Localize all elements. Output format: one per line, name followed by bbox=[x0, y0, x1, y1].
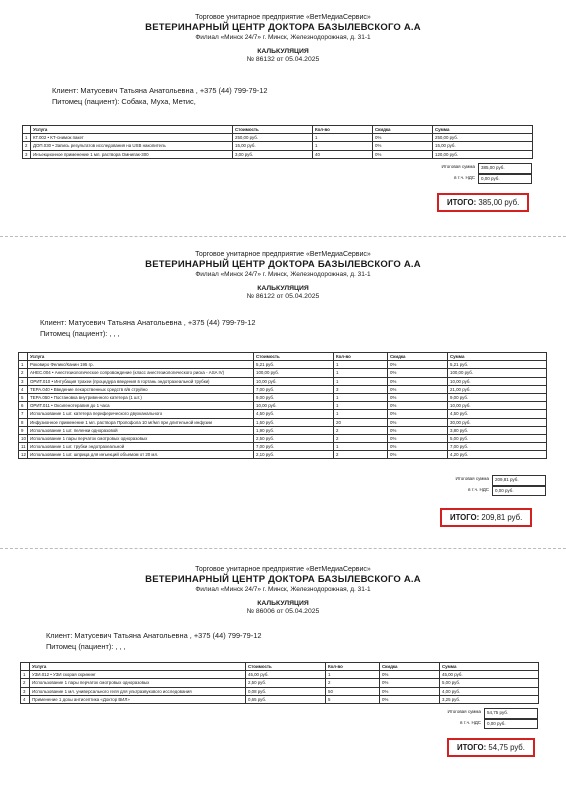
sum-cell: 120,00 руб. bbox=[433, 150, 533, 158]
vat-value: 0,00 руб. bbox=[478, 174, 532, 185]
cost-cell: 9,00 руб. bbox=[254, 393, 334, 401]
discount-cell: 0% bbox=[388, 377, 448, 385]
service-cell: ДОП.030 • Запись результатов исследования на USB накопитель bbox=[31, 142, 233, 150]
table-row bbox=[19, 361, 547, 369]
table-row bbox=[21, 671, 539, 679]
page-separator bbox=[0, 548, 566, 550]
qty-cell: 2 bbox=[334, 434, 388, 442]
service-cell: Использование 1 шт. трубки эндотрахеальной bbox=[28, 443, 254, 451]
discount-cell: 0% bbox=[380, 671, 440, 679]
branch-address: Филиал «Минск 24/7» г. Минск, Железнодорожная, д. 31-1 bbox=[195, 585, 371, 593]
qty-cell: 2 bbox=[326, 679, 380, 687]
sum-cell: 7,00 руб. bbox=[448, 443, 547, 451]
qty-cell: 40 bbox=[313, 150, 373, 158]
table-row bbox=[21, 679, 539, 687]
col-number bbox=[19, 353, 28, 361]
col-cost: Стоимость bbox=[233, 126, 313, 134]
vat-value: 0,00 руб. bbox=[484, 719, 538, 730]
total-sum-label: Итоговая сумма bbox=[447, 709, 481, 714]
vat-label: в т.ч. НДС bbox=[454, 174, 475, 180]
sum-cell: 5,00 руб. bbox=[440, 679, 539, 687]
row-number: 9 bbox=[19, 426, 28, 434]
col-sum: Сумма bbox=[440, 663, 539, 671]
qty-cell: 1 bbox=[326, 671, 380, 679]
clinic-name: ВЕТЕРИНАРНЫЙ ЦЕНТР ДОКТОРА БАЗЫЛЕВСКОГО А.А bbox=[145, 574, 421, 586]
sum-cell: 3,25 руб. bbox=[440, 695, 539, 703]
header bbox=[0, 566, 566, 616]
service-cell: Использование 1 пары перчаток смотровых одноразовых bbox=[28, 434, 254, 442]
row-number: 2 bbox=[23, 142, 31, 150]
table-row bbox=[19, 402, 547, 410]
service-cell: УЗИ.012 • УЗИ скорая скрининг bbox=[30, 671, 246, 679]
service-cell: Применение 1 дозы антисептика «Доктор ВИЛ» bbox=[30, 695, 246, 703]
client-line: Клиент: Матусевич Татьяна Анатольевна , +375 (44) 799-79-12 bbox=[52, 86, 268, 95]
service-cell: Инъекционное применение 1 мл. раствора Омнипак-300 bbox=[31, 150, 233, 158]
cost-cell: 100,00 руб. bbox=[254, 369, 334, 377]
branch-address: Филиал «Минск 24/7» г. Минск, Железнодорожная, д. 31-1 bbox=[195, 33, 371, 41]
service-cell: Использование 1 мл. универсального геля для ультразвукового исследования bbox=[30, 687, 246, 695]
pet-line: Питомец (пациент): Собака, Муха, Метис, bbox=[52, 96, 196, 106]
doc-title: КАЛЬКУЛЯЦИЯ bbox=[257, 599, 309, 607]
col-service: Услуга bbox=[31, 126, 233, 134]
qty-cell: 50 bbox=[326, 687, 380, 695]
qty-cell: 3 bbox=[334, 385, 388, 393]
discount-cell: 0% bbox=[388, 385, 448, 393]
cost-cell: 15,00 руб. bbox=[233, 142, 313, 150]
org-line: Торговое унитарное предприятие «ВетМедиаСервис» bbox=[195, 14, 371, 21]
page-separator bbox=[0, 236, 566, 238]
table-row bbox=[19, 451, 547, 459]
row-number: 12 bbox=[19, 451, 28, 459]
sum-cell: 10,00 руб. bbox=[448, 402, 547, 410]
cost-cell: 10,00 руб. bbox=[254, 377, 334, 385]
itogo-value: 209,81 руб. bbox=[481, 513, 523, 522]
totals bbox=[456, 475, 546, 496]
doc-number: № 86006 от 05.04.2025 bbox=[246, 607, 320, 615]
client-block bbox=[52, 86, 267, 107]
qty-cell: 1 bbox=[334, 402, 388, 410]
services-table bbox=[20, 662, 539, 704]
qty-cell: 1 bbox=[334, 369, 388, 377]
vat-value: 0,00 руб. bbox=[492, 486, 546, 497]
branch-address: Филиал «Минск 24/7» г. Минск, Железнодорожная, д. 31-1 bbox=[195, 270, 371, 278]
row-number: 4 bbox=[19, 385, 28, 393]
discount-cell: 0% bbox=[388, 434, 448, 442]
total-sum-label: Итоговая сумма bbox=[441, 164, 475, 169]
row-number: 6 bbox=[19, 402, 28, 410]
row-number: 1 bbox=[23, 134, 31, 142]
total-sum-label: Итоговая сумма bbox=[455, 476, 489, 481]
total-sum-value: 385,00 руб. bbox=[478, 163, 532, 174]
cost-cell: 2,50 руб. bbox=[254, 434, 334, 442]
clinic-name: ВЕТЕРИНАРНЫЙ ЦЕНТР ДОКТОРА БАЗЫЛЕВСКОГО А.А bbox=[145, 22, 421, 34]
client-block bbox=[46, 631, 261, 652]
table-header-row bbox=[19, 353, 547, 361]
itogo-value: 385,00 руб. bbox=[478, 198, 520, 207]
qty-cell: 1 bbox=[334, 377, 388, 385]
col-sum: Сумма bbox=[433, 126, 533, 134]
sum-cell: 10,00 руб. bbox=[448, 377, 547, 385]
row-number: 5 bbox=[19, 393, 28, 401]
service-cell: КТ.002 • КТ-снимок пакет bbox=[31, 134, 233, 142]
row-number: 8 bbox=[19, 418, 28, 426]
service-cell: Использование 1 пары перчаток смотровых одноразовых bbox=[30, 679, 246, 687]
clinic-name: ВЕТЕРИНАРНЫЙ ЦЕНТР ДОКТОРА БАЗЫЛЕВСКОГО А.А bbox=[145, 259, 421, 271]
col-discount: Скидка bbox=[373, 126, 433, 134]
sum-cell: 3,80 руб. bbox=[448, 426, 547, 434]
table-row bbox=[23, 150, 533, 158]
cost-cell: 1,50 руб. bbox=[254, 418, 334, 426]
doc-title: КАЛЬКУЛЯЦИЯ bbox=[257, 284, 309, 292]
totals bbox=[448, 708, 538, 729]
row-number: 4 bbox=[21, 695, 30, 703]
col-cost: Стоимость bbox=[246, 663, 326, 671]
discount-cell: 0% bbox=[388, 369, 448, 377]
discount-cell: 0% bbox=[373, 134, 433, 142]
cost-cell: 2,10 руб. bbox=[254, 451, 334, 459]
row-number: 7 bbox=[19, 410, 28, 418]
table-row bbox=[23, 134, 533, 142]
discount-cell: 0% bbox=[373, 142, 433, 150]
col-service: Услуга bbox=[30, 663, 246, 671]
discount-cell: 0% bbox=[388, 410, 448, 418]
itogo-label: ИТОГО: bbox=[450, 513, 480, 522]
col-sum: Сумма bbox=[448, 353, 547, 361]
pet-line: Питомец (пациент): , , , bbox=[46, 641, 126, 651]
sum-cell: 21,00 руб. bbox=[448, 385, 547, 393]
service-cell: ОРИТ.011 • Оксигенотерапия до 1 часа bbox=[28, 402, 254, 410]
sum-cell: 4,50 руб. bbox=[448, 410, 547, 418]
sum-cell: 250,00 руб. bbox=[433, 134, 533, 142]
discount-cell: 0% bbox=[388, 418, 448, 426]
table-row bbox=[19, 369, 547, 377]
row-number: 10 bbox=[19, 434, 28, 442]
table-row bbox=[19, 410, 547, 418]
col-qty: Кол-во bbox=[326, 663, 380, 671]
service-cell: Использование 1 шт. шприца для инъекций объемом от 20 мл. bbox=[28, 451, 254, 459]
org-line: Торговое унитарное предприятие «ВетМедиаСервис» bbox=[195, 566, 371, 573]
row-number: 1 bbox=[19, 361, 28, 369]
table-row bbox=[21, 687, 539, 695]
cost-cell: 5,21 руб. bbox=[254, 361, 334, 369]
discount-cell: 0% bbox=[388, 451, 448, 459]
table-row bbox=[19, 443, 547, 451]
cost-cell: 2,50 руб. bbox=[246, 679, 326, 687]
discount-cell: 0% bbox=[380, 687, 440, 695]
row-number: 3 bbox=[23, 150, 31, 158]
header bbox=[0, 251, 566, 301]
doc-number: № 86122 от 05.04.2025 bbox=[246, 292, 320, 300]
cost-cell: 4,50 руб. bbox=[254, 410, 334, 418]
total-sum-value: 209,81 руб. bbox=[492, 475, 546, 486]
cost-cell: 45,00 руб. bbox=[246, 671, 326, 679]
col-qty: Кол-во bbox=[313, 126, 373, 134]
table-row bbox=[19, 426, 547, 434]
pet-line: Питомец (пациент): , , , bbox=[40, 328, 120, 338]
table-header-row bbox=[21, 663, 539, 671]
row-number: 3 bbox=[21, 687, 30, 695]
col-discount: Скидка bbox=[388, 353, 448, 361]
table-row bbox=[21, 695, 539, 703]
qty-cell: 1 bbox=[313, 134, 373, 142]
qty-cell: 20 bbox=[334, 418, 388, 426]
doc-number: № 86132 от 05.04.2025 bbox=[246, 55, 320, 63]
discount-cell: 0% bbox=[380, 679, 440, 687]
qty-cell: 1 bbox=[334, 443, 388, 451]
service-cell: ТЕРА.050 • Постановка внутривенного катетера (1 шт.) bbox=[28, 393, 254, 401]
services-table bbox=[18, 352, 547, 459]
client-line: Клиент: Матусевич Татьяна Анатольевна , +375 (44) 799-79-12 bbox=[40, 318, 256, 327]
table-row bbox=[19, 418, 547, 426]
sum-cell: 15,00 руб. bbox=[433, 142, 533, 150]
services-table bbox=[22, 125, 533, 159]
itogo-value: 54,75 руб. bbox=[488, 743, 525, 752]
qty-cell: 1 bbox=[313, 142, 373, 150]
service-cell: Использование 1 шт. пеленки одноразовой bbox=[28, 426, 254, 434]
cost-cell: 7,00 руб. bbox=[254, 443, 334, 451]
discount-cell: 0% bbox=[380, 695, 440, 703]
table-row bbox=[19, 377, 547, 385]
header bbox=[0, 14, 566, 64]
doc-title: КАЛЬКУЛЯЦИЯ bbox=[257, 47, 309, 55]
itogo-label: ИТОГО: bbox=[447, 198, 477, 207]
itogo-box bbox=[440, 508, 532, 527]
table-row bbox=[23, 142, 533, 150]
table-row bbox=[19, 385, 547, 393]
cost-cell: 0,65 руб. bbox=[246, 695, 326, 703]
cost-cell: 7,00 руб. bbox=[254, 385, 334, 393]
discount-cell: 0% bbox=[388, 393, 448, 401]
cost-cell: 0,08 руб. bbox=[246, 687, 326, 695]
qty-cell: 2 bbox=[334, 451, 388, 459]
qty-cell: 1 bbox=[334, 361, 388, 369]
row-number: 11 bbox=[19, 443, 28, 451]
total-sum-value: 54,75 руб. bbox=[484, 708, 538, 719]
row-number: 2 bbox=[19, 369, 28, 377]
qty-cell: 2 bbox=[334, 426, 388, 434]
service-cell: АНЕС.004 • Анестезиологическое сопровождение (класс анестезиологического риска - ASA IV) bbox=[28, 369, 254, 377]
qty-cell: 1 bbox=[334, 393, 388, 401]
cost-cell: 3,00 руб. bbox=[233, 150, 313, 158]
table-row bbox=[19, 434, 547, 442]
sum-cell: 9,00 руб. bbox=[448, 393, 547, 401]
org-line: Торговое унитарное предприятие «ВетМедиаСервис» bbox=[195, 251, 371, 258]
sum-cell: 4,00 руб. bbox=[440, 687, 539, 695]
service-cell: Роковиро Феликс/Канин 195 гр. bbox=[28, 361, 254, 369]
service-cell: Инфузионное применение 1 мл. раствора Пропофола 10 мг/мл при длительной инфузии bbox=[28, 418, 254, 426]
service-cell: Использование 1 шт. катетера периферического двухканального bbox=[28, 410, 254, 418]
qty-cell: 1 bbox=[334, 410, 388, 418]
service-cell: ТЕРА.040 • Введение лекарственных средств в/в струйно bbox=[28, 385, 254, 393]
row-number: 2 bbox=[21, 679, 30, 687]
service-cell: ОРИТ.010 • Интубация трахеи (процедура введения в гортань эндотрахеальной трубки) bbox=[28, 377, 254, 385]
sum-cell: 5,21 руб. bbox=[448, 361, 547, 369]
row-number: 3 bbox=[19, 377, 28, 385]
discount-cell: 0% bbox=[373, 150, 433, 158]
col-service: Услуга bbox=[28, 353, 254, 361]
discount-cell: 0% bbox=[388, 402, 448, 410]
sum-cell: 5,00 руб. bbox=[448, 434, 547, 442]
discount-cell: 0% bbox=[388, 426, 448, 434]
cost-cell: 1,90 руб. bbox=[254, 426, 334, 434]
sum-cell: 4,20 руб. bbox=[448, 451, 547, 459]
qty-cell: 5 bbox=[326, 695, 380, 703]
row-number: 1 bbox=[21, 671, 30, 679]
discount-cell: 0% bbox=[388, 443, 448, 451]
client-block bbox=[40, 318, 255, 339]
itogo-box bbox=[447, 738, 535, 757]
table-row bbox=[19, 393, 547, 401]
itogo-box bbox=[437, 193, 529, 212]
cost-cell: 10,00 руб. bbox=[254, 402, 334, 410]
totals bbox=[442, 163, 532, 184]
col-discount: Скидка bbox=[380, 663, 440, 671]
cost-cell: 250,00 руб. bbox=[233, 134, 313, 142]
table-header-row bbox=[23, 126, 533, 134]
itogo-label: ИТОГО: bbox=[457, 743, 487, 752]
col-number bbox=[21, 663, 30, 671]
vat-label: в т.ч. НДС bbox=[460, 719, 481, 725]
sum-cell: 30,00 руб. bbox=[448, 418, 547, 426]
client-line: Клиент: Матусевич Татьяна Анатольевна , +375 (44) 799-79-12 bbox=[46, 631, 262, 640]
col-qty: Кол-во bbox=[334, 353, 388, 361]
sum-cell: 100,00 руб. bbox=[448, 369, 547, 377]
col-number bbox=[23, 126, 31, 134]
col-cost: Стоимость bbox=[254, 353, 334, 361]
vat-label: в т.ч. НДС bbox=[468, 486, 489, 492]
sum-cell: 45,00 руб. bbox=[440, 671, 539, 679]
discount-cell: 0% bbox=[388, 361, 448, 369]
